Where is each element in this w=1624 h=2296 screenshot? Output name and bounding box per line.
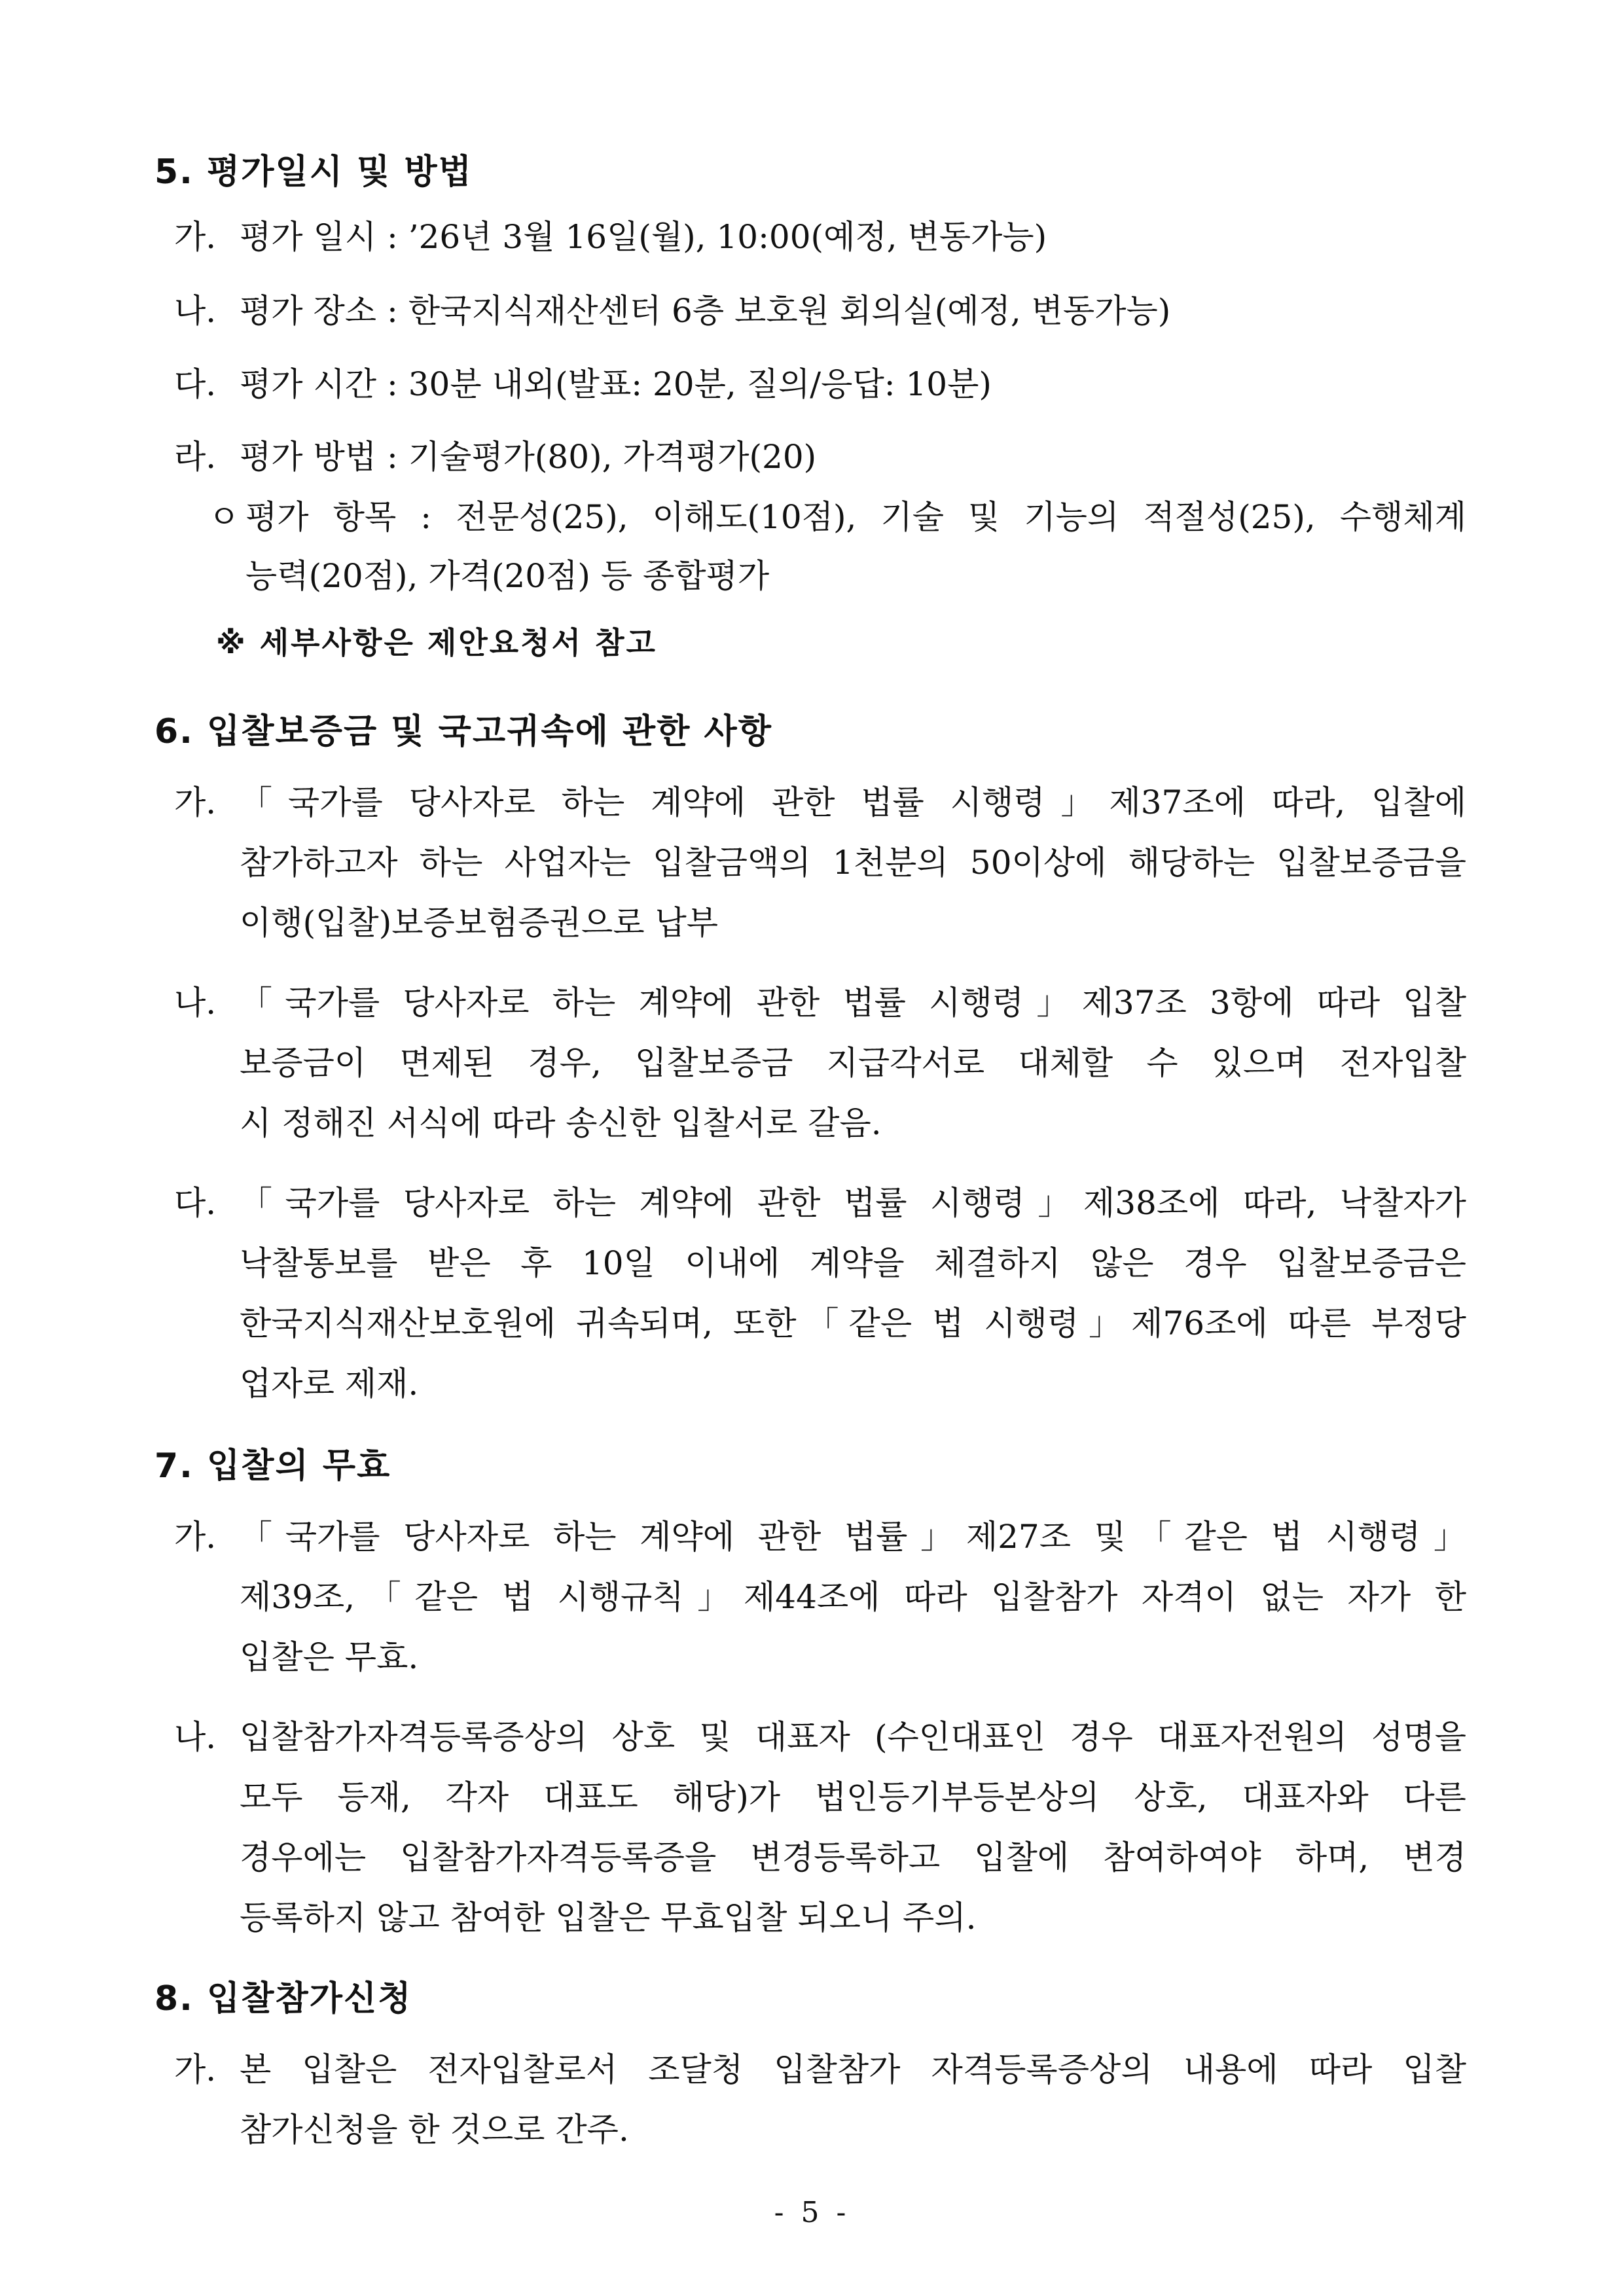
- item-line: 보증금이 면제된 경우, 입찰보증금 지급각서로 대체할 수 있으며 전자입찰: [240, 1044, 1466, 1082]
- item-line: 이행(입찰)보증보험증권으로 납부: [240, 904, 719, 942]
- item-line: 참가하고자 하는 사업자는 입찰금액의 1천분의 50이상에 해당하는 입찰보증금을: [240, 844, 1466, 882]
- item-line: 「국가를 당사자로 하는 계약에 관한 법률」제27조 및「같은 법 시행령」: [240, 1518, 1466, 1556]
- item-marker: 가.: [174, 2051, 217, 2089]
- item-line: 한국지식재산보호원에 귀속되며, 또한「같은 법 시행령」제76조에 따른 부정당: [240, 1304, 1466, 1342]
- item-line: 제39조,「같은 법 시행규칙」제44조에 따라 입찰참가 자격이 없는 자가 한: [240, 1578, 1466, 1616]
- section-5-item-na: [174, 291, 1170, 331]
- item-line: 본 입찰은 전자입찰로서 조달청 입찰참가 자격등록증상의 내용에 따라 입찰: [240, 2051, 1466, 2089]
- item-text: 평가 시간 : 30분 내외(발표: 20분, 질의/응답: 10분): [240, 365, 992, 403]
- section-5-note: ※ 세부사항은 제안요청서 참고: [216, 625, 657, 660]
- item-marker: 다.: [174, 1184, 217, 1222]
- section-5-item-ga: [174, 217, 1047, 257]
- section-5-title: 5. 평가일시 및 방법: [154, 152, 473, 192]
- item-marker: 나.: [174, 1718, 217, 1756]
- item-marker: 가.: [174, 1518, 217, 1556]
- item-line: 낙찰통보를 받은 후 10일 이내에 계약을 체결하지 않은 경우 입찰보증금은: [240, 1244, 1466, 1282]
- item-marker: 가.: [174, 783, 217, 821]
- item-line: 업자로 제재.: [240, 1365, 419, 1403]
- item-line: 입찰은 무효.: [240, 1638, 419, 1676]
- page-number: - 5 -: [774, 2196, 850, 2229]
- item-text: 평가 방법 : 기술평가(80), 가격평가(20): [240, 438, 817, 476]
- item-line: 모두 등재, 각자 대표도 해당)가 법인등기부등본상의 상호, 대표자와 다른: [240, 1778, 1466, 1816]
- item-line: 「국가를 당사자로 하는 계약에 관한 법률 시행령」제38조에 따라, 낙찰자가: [240, 1184, 1466, 1222]
- section-5-item-ra: [174, 437, 816, 476]
- item-line: 「국가를 당사자로 하는 계약에 관한 법률 시행령」제37조에 따라, 입찰에: [240, 783, 1466, 821]
- item-text: 평가 장소 : 한국지식재산센터 6층 보호원 회의실(예정, 변동가능): [240, 292, 1171, 330]
- item-marker: 가.: [174, 218, 217, 256]
- item-line: 입찰참가자격등록증상의 상호 및 대표자 (수인대표인 경우 대표자전원의 성명을: [240, 1718, 1466, 1756]
- item-line: 시 정해진 서식에 따라 송신한 입찰서로 갈음.: [240, 1104, 882, 1142]
- section-7-title: 7. 입찰의 무효: [154, 1446, 391, 1486]
- item-marker: 나.: [174, 984, 217, 1022]
- item-line: 「국가를 당사자로 하는 계약에 관한 법률 시행령」제37조 3항에 따라 입찰: [240, 984, 1466, 1022]
- item-text: 평가 일시 : ’26년 3월 16일(월), 10:00(예정, 변동가능): [240, 218, 1047, 256]
- sub-item-line-2: 능력(20점), 가격(20점) 등 종합평가: [245, 557, 770, 595]
- item-marker: 다.: [174, 365, 217, 403]
- item-line: 경우에는 입찰참가자격등록증을 변경등록하고 입찰에 참여하여야 하며, 변경: [240, 1839, 1466, 1876]
- section-8-title: 8. 입찰참가신청: [154, 1979, 412, 2018]
- sub-item-marker: ㅇ: [208, 498, 240, 536]
- item-line: 참가신청을 한 것으로 간주.: [240, 2111, 629, 2149]
- item-line: 등록하지 않고 참여한 입찰은 무효입찰 되오니 주의.: [240, 1899, 977, 1937]
- sub-item-line-1: 평가 항목 : 전문성(25), 이해도(10점), 기술 및 기능의 적절성(25), 수행체계: [245, 498, 1466, 536]
- item-marker: 나.: [174, 292, 217, 330]
- section-6-title: 6. 입찰보증금 및 국고귀속에 관한 사항: [154, 712, 772, 751]
- section-5-item-da: [174, 365, 992, 404]
- item-marker: 라.: [174, 438, 217, 476]
